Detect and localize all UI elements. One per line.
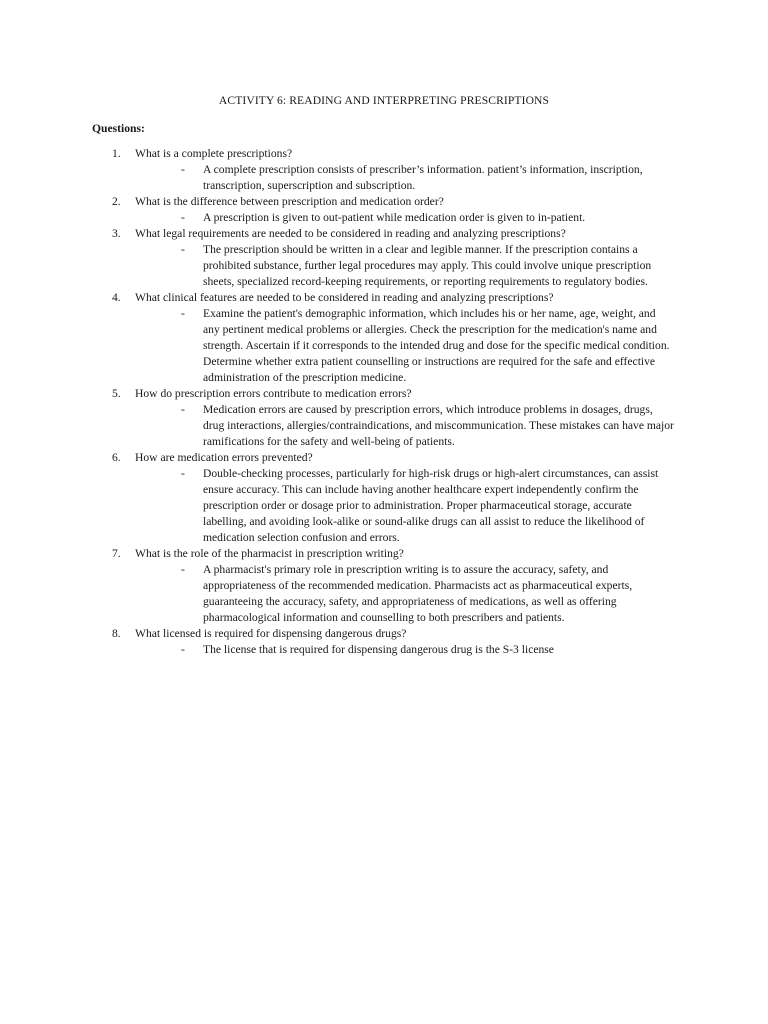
answer-row [0,402,675,450]
answer-text: The prescription should be written in a clear and legible manner. If the prescription contains a prohibited substance, further legal procedures may apply. This could involve unique prescription sheets, specialized record-keeping requirements, or reporting requirements to regulatory bodies. [203,243,652,288]
question-number: 4. [112,291,121,304]
list-item [0,450,768,546]
question-number: 5. [112,387,121,400]
question-number: 2. [112,195,121,208]
question-text: What licensed is required for dispensing dangerous drugs? [135,627,407,640]
question-text: What is the role of the pharmacist in prescription writing? [135,547,404,560]
answer-bullet: - [181,467,185,480]
question-number: 3. [112,227,121,240]
answer-bullet: - [181,243,185,256]
question-text: How are medication errors prevented? [135,451,313,464]
answer-bullet: - [181,163,185,176]
answer-bullet: - [181,403,185,416]
answer-bullet: - [181,643,185,656]
question-row [0,546,695,562]
answer-text: A complete prescription consists of prescriber’s information. patient’s information, inscription, transcription, superscription and subscription. [203,163,643,192]
question-row [0,450,695,466]
answer-text: Examine the patient's demographic information, which includes his or her name, age, weight, and any pertinent medical problems or allergies. Check the prescription for the medication's name and strength. Ascertain if it corresponds to the intended drug and dose for the specific medical condition. Determine whether extra patient counselling or instructions are required for the safe and effective administration of the prescription medicine. [203,307,670,384]
answer-text: Double-checking processes, particularly for high-risk drugs or high-alert circumstances, can assist ensure accuracy. This can include having another healthcare expert independently confirm the prescription order or dosage prior to administration. Proper pharmaceutical storage, accurate labelling, and avoiding look-alike or sound-alike drugs can all assist to reduce the likelihood of medication selection confusion and errors. [203,467,659,544]
answer-row [0,562,675,626]
question-row [0,226,695,242]
list-item [0,626,768,658]
answer-text: A pharmacist's primary role in prescription writing is to assure the accuracy, safety, and appropriateness of the recommended medication. Pharmacists act as pharmaceutical experts, guaranteeing the accuracy, safety, and appropriateness of medications, as well as offering pharmacological information and counselling to both prescribers and patients. [203,563,633,624]
question-text: What is a complete prescriptions? [135,147,293,160]
question-text: What clinical features are needed to be considered in reading and analyzing prescriptions? [135,291,554,304]
answer-bullet: - [181,211,185,224]
list-item [0,386,768,450]
question-text: What is the difference between prescription and medication order? [135,195,444,208]
question-row [0,146,695,162]
document-title: ACTIVITY 6: READING AND INTERPRETING PRESCRIPTIONS [218,94,550,107]
question-number: 7. [112,547,121,560]
answer-text: Medication errors are caused by prescription errors, which introduce problems in dosages, drugs, drug interactions, allergies/contraindications, and miscommunication. These mistakes can have major ramifications for the safety and well-being of patients. [203,403,674,448]
question-row [0,194,695,210]
question-row [0,386,695,402]
answer-row [0,306,675,386]
answer-row [0,642,675,658]
answer-row [0,210,675,226]
answer-text: A prescription is given to out-patient while medication order is given to in-patient. [203,211,586,224]
question-row [0,290,695,306]
list-item [0,194,768,226]
answer-bullet: - [181,307,185,320]
answer-text: The license that is required for dispensing dangerous drug is the S-3 license [203,643,554,656]
answer-row [0,242,675,290]
question-number: 1. [112,147,121,160]
question-text: How do prescription errors contribute to medication errors? [135,387,412,400]
questions-heading: Questions: [92,122,145,135]
answer-bullet: - [181,563,185,576]
question-number: 8. [112,627,121,640]
list-item [0,226,768,290]
answer-row [0,162,675,194]
question-text: What legal requirements are needed to be considered in reading and analyzing prescriptions? [135,227,566,240]
list-item [0,146,768,194]
question-list [0,146,768,658]
list-item [0,546,768,626]
list-item [0,290,768,386]
question-row [0,626,695,642]
question-number: 6. [112,451,121,464]
answer-row [0,466,675,546]
